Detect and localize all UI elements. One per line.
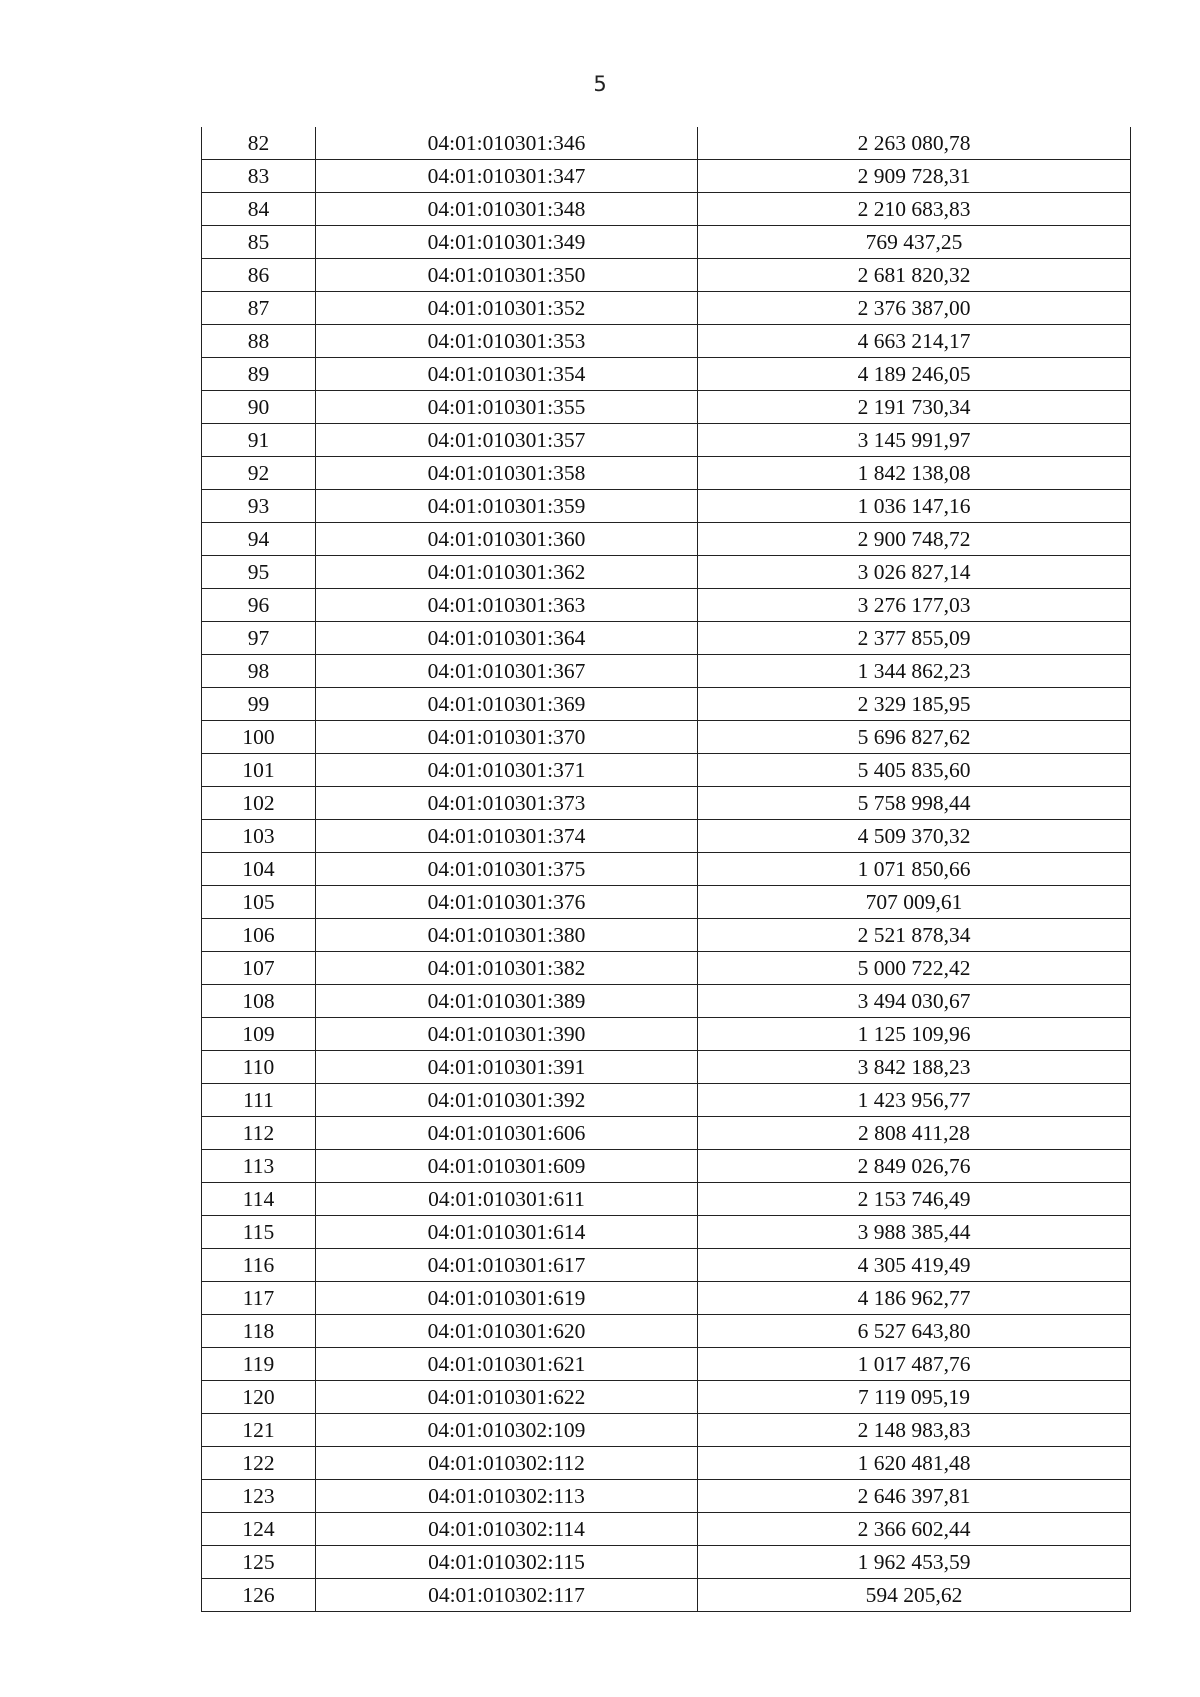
table-row (202, 292, 1131, 325)
value-cell: 707 009,61 (698, 886, 1131, 919)
table-row (202, 193, 1131, 226)
row-number-cell: 109 (202, 1018, 316, 1051)
table-row (202, 556, 1131, 589)
value-cell: 4 663 214,17 (698, 325, 1131, 358)
row-number-cell: 103 (202, 820, 316, 853)
value-cell: 594 205,62 (698, 1579, 1131, 1612)
row-number-cell: 117 (202, 1282, 316, 1315)
row-number-cell: 113 (202, 1150, 316, 1183)
table-row (202, 1513, 1131, 1546)
cadastral-number-cell: 04:01:010301:371 (316, 754, 698, 787)
table-row (202, 523, 1131, 556)
table-row (202, 1282, 1131, 1315)
row-number-cell: 83 (202, 160, 316, 193)
table-row (202, 325, 1131, 358)
table-row (202, 1216, 1131, 1249)
cadastral-number-cell: 04:01:010302:109 (316, 1414, 698, 1447)
row-number-cell: 124 (202, 1513, 316, 1546)
cadastral-number-cell: 04:01:010301:380 (316, 919, 698, 952)
value-cell: 1 344 862,23 (698, 655, 1131, 688)
row-number-cell: 112 (202, 1117, 316, 1150)
cadastral-number-cell: 04:01:010301:358 (316, 457, 698, 490)
value-cell: 5 758 998,44 (698, 787, 1131, 820)
cadastral-number-cell: 04:01:010301:348 (316, 193, 698, 226)
value-cell: 1 620 481,48 (698, 1447, 1131, 1480)
table-row (202, 1315, 1131, 1348)
row-number-cell: 96 (202, 589, 316, 622)
cadastral-number-cell: 04:01:010301:389 (316, 985, 698, 1018)
value-cell: 2 153 746,49 (698, 1183, 1131, 1216)
row-number-cell: 89 (202, 358, 316, 391)
table-row (202, 721, 1131, 754)
cadastral-number-cell: 04:01:010301:353 (316, 325, 698, 358)
table-row (202, 490, 1131, 523)
value-cell: 2 808 411,28 (698, 1117, 1131, 1150)
value-cell: 2 377 855,09 (698, 622, 1131, 655)
cadastral-number-cell: 04:01:010301:390 (316, 1018, 698, 1051)
table-row (202, 358, 1131, 391)
cadastral-number-cell: 04:01:010301:363 (316, 589, 698, 622)
value-cell: 2 646 397,81 (698, 1480, 1131, 1513)
cadastral-number-cell: 04:01:010301:362 (316, 556, 698, 589)
row-number-cell: 105 (202, 886, 316, 919)
row-number-cell: 99 (202, 688, 316, 721)
value-cell: 1 125 109,96 (698, 1018, 1131, 1051)
table-body (202, 127, 1131, 1612)
cadastral-number-cell: 04:01:010301:370 (316, 721, 698, 754)
value-cell: 2 909 728,31 (698, 160, 1131, 193)
row-number-cell: 122 (202, 1447, 316, 1480)
cadastral-number-cell: 04:01:010301:622 (316, 1381, 698, 1414)
table-row (202, 589, 1131, 622)
table-row (202, 1084, 1131, 1117)
row-number-cell: 82 (202, 127, 316, 160)
value-cell: 3 145 991,97 (698, 424, 1131, 457)
table-row (202, 886, 1131, 919)
table-row (202, 457, 1131, 490)
value-cell: 7 119 095,19 (698, 1381, 1131, 1414)
cadastral-number-cell: 04:01:010301:392 (316, 1084, 698, 1117)
row-number-cell: 126 (202, 1579, 316, 1612)
value-cell: 2 329 185,95 (698, 688, 1131, 721)
row-number-cell: 97 (202, 622, 316, 655)
row-number-cell: 114 (202, 1183, 316, 1216)
table-row (202, 1579, 1131, 1612)
row-number-cell: 118 (202, 1315, 316, 1348)
table-row (202, 424, 1131, 457)
table-row (202, 391, 1131, 424)
cadastral-number-cell: 04:01:010301:346 (316, 127, 698, 160)
cadastral-number-cell: 04:01:010301:375 (316, 853, 698, 886)
value-cell: 2 366 602,44 (698, 1513, 1131, 1546)
cadastral-number-cell: 04:01:010301:606 (316, 1117, 698, 1150)
row-number-cell: 84 (202, 193, 316, 226)
value-cell: 2 849 026,76 (698, 1150, 1131, 1183)
table-row (202, 127, 1131, 160)
row-number-cell: 107 (202, 952, 316, 985)
table-row (202, 1183, 1131, 1216)
table-row (202, 622, 1131, 655)
value-cell: 3 026 827,14 (698, 556, 1131, 589)
cadastral-number-cell: 04:01:010301:352 (316, 292, 698, 325)
row-number-cell: 95 (202, 556, 316, 589)
cadastral-number-cell: 04:01:010301:382 (316, 952, 698, 985)
table-row (202, 820, 1131, 853)
row-number-cell: 119 (202, 1348, 316, 1381)
cadastral-number-cell: 04:01:010302:114 (316, 1513, 698, 1546)
row-number-cell: 110 (202, 1051, 316, 1084)
row-number-cell: 90 (202, 391, 316, 424)
cadastral-number-cell: 04:01:010301:617 (316, 1249, 698, 1282)
value-cell: 1 962 453,59 (698, 1546, 1131, 1579)
cadastral-number-cell: 04:01:010301:376 (316, 886, 698, 919)
cadastral-number-cell: 04:01:010301:359 (316, 490, 698, 523)
cadastral-number-cell: 04:01:010301:360 (316, 523, 698, 556)
value-cell: 3 842 188,23 (698, 1051, 1131, 1084)
table-row (202, 919, 1131, 952)
row-number-cell: 86 (202, 259, 316, 292)
table-row (202, 1348, 1131, 1381)
value-cell: 769 437,25 (698, 226, 1131, 259)
cadastral-number-cell: 04:01:010301:369 (316, 688, 698, 721)
row-number-cell: 125 (202, 1546, 316, 1579)
row-number-cell: 121 (202, 1414, 316, 1447)
table-row (202, 226, 1131, 259)
cadastral-number-cell: 04:01:010301:621 (316, 1348, 698, 1381)
row-number-cell: 93 (202, 490, 316, 523)
value-cell: 2 681 820,32 (698, 259, 1131, 292)
cadastral-number-cell: 04:01:010301:611 (316, 1183, 698, 1216)
value-cell: 4 189 246,05 (698, 358, 1131, 391)
value-cell: 5 405 835,60 (698, 754, 1131, 787)
table-row (202, 160, 1131, 193)
table-row (202, 1249, 1131, 1282)
value-cell: 2 210 683,83 (698, 193, 1131, 226)
value-cell: 5 696 827,62 (698, 721, 1131, 754)
value-cell: 1 071 850,66 (698, 853, 1131, 886)
value-cell: 3 988 385,44 (698, 1216, 1131, 1249)
row-number-cell: 102 (202, 787, 316, 820)
cadastral-number-cell: 04:01:010301:355 (316, 391, 698, 424)
cadastral-number-cell: 04:01:010301:354 (316, 358, 698, 391)
table-row (202, 1447, 1131, 1480)
cadastral-number-cell: 04:01:010301:357 (316, 424, 698, 457)
table-row (202, 1546, 1131, 1579)
table-row (202, 952, 1131, 985)
cadastral-number-cell: 04:01:010301:373 (316, 787, 698, 820)
row-number-cell: 111 (202, 1084, 316, 1117)
page-number: 5 (593, 72, 607, 96)
row-number-cell: 115 (202, 1216, 316, 1249)
row-number-cell: 120 (202, 1381, 316, 1414)
row-number-cell: 98 (202, 655, 316, 688)
row-number-cell: 108 (202, 985, 316, 1018)
value-cell: 5 000 722,42 (698, 952, 1131, 985)
cadastral-number-cell: 04:01:010301:349 (316, 226, 698, 259)
cadastral-number-cell: 04:01:010301:614 (316, 1216, 698, 1249)
table-row (202, 1414, 1131, 1447)
value-cell: 2 191 730,34 (698, 391, 1131, 424)
row-number-cell: 104 (202, 853, 316, 886)
value-cell: 4 186 962,77 (698, 1282, 1131, 1315)
table-row (202, 985, 1131, 1018)
cadastral-number-cell: 04:01:010301:609 (316, 1150, 698, 1183)
cadastral-number-cell: 04:01:010302:113 (316, 1480, 698, 1513)
row-number-cell: 92 (202, 457, 316, 490)
row-number-cell: 85 (202, 226, 316, 259)
cadastral-number-cell: 04:01:010301:367 (316, 655, 698, 688)
table-row (202, 655, 1131, 688)
value-cell: 6 527 643,80 (698, 1315, 1131, 1348)
table-row (202, 853, 1131, 886)
cadastral-number-cell: 04:01:010301:620 (316, 1315, 698, 1348)
cadastral-value-table (201, 127, 1131, 1612)
table-row (202, 1051, 1131, 1084)
cadastral-number-cell: 04:01:010301:350 (316, 259, 698, 292)
cadastral-number-cell: 04:01:010301:347 (316, 160, 698, 193)
cadastral-number-cell: 04:01:010302:112 (316, 1447, 698, 1480)
value-cell: 4 305 419,49 (698, 1249, 1131, 1282)
value-cell: 1 842 138,08 (698, 457, 1131, 490)
value-cell: 3 494 030,67 (698, 985, 1131, 1018)
value-cell: 3 276 177,03 (698, 589, 1131, 622)
row-number-cell: 116 (202, 1249, 316, 1282)
table-row (202, 688, 1131, 721)
value-cell: 2 376 387,00 (698, 292, 1131, 325)
value-cell: 2 263 080,78 (698, 127, 1131, 160)
row-number-cell: 94 (202, 523, 316, 556)
cadastral-number-cell: 04:01:010301:364 (316, 622, 698, 655)
value-cell: 4 509 370,32 (698, 820, 1131, 853)
table-row (202, 1117, 1131, 1150)
table-row (202, 1381, 1131, 1414)
row-number-cell: 101 (202, 754, 316, 787)
row-number-cell: 106 (202, 919, 316, 952)
table-row (202, 1480, 1131, 1513)
table-row (202, 259, 1131, 292)
value-cell: 1 036 147,16 (698, 490, 1131, 523)
row-number-cell: 91 (202, 424, 316, 457)
table-row (202, 787, 1131, 820)
value-cell: 1 017 487,76 (698, 1348, 1131, 1381)
row-number-cell: 123 (202, 1480, 316, 1513)
value-cell: 2 521 878,34 (698, 919, 1131, 952)
value-cell: 1 423 956,77 (698, 1084, 1131, 1117)
table-row (202, 1018, 1131, 1051)
table-row (202, 754, 1131, 787)
value-cell: 2 148 983,83 (698, 1414, 1131, 1447)
row-number-cell: 87 (202, 292, 316, 325)
cadastral-number-cell: 04:01:010301:374 (316, 820, 698, 853)
value-cell: 2 900 748,72 (698, 523, 1131, 556)
cadastral-number-cell: 04:01:010301:619 (316, 1282, 698, 1315)
row-number-cell: 88 (202, 325, 316, 358)
cadastral-number-cell: 04:01:010302:117 (316, 1579, 698, 1612)
cadastral-number-cell: 04:01:010302:115 (316, 1546, 698, 1579)
cadastral-number-cell: 04:01:010301:391 (316, 1051, 698, 1084)
table-row (202, 1150, 1131, 1183)
row-number-cell: 100 (202, 721, 316, 754)
